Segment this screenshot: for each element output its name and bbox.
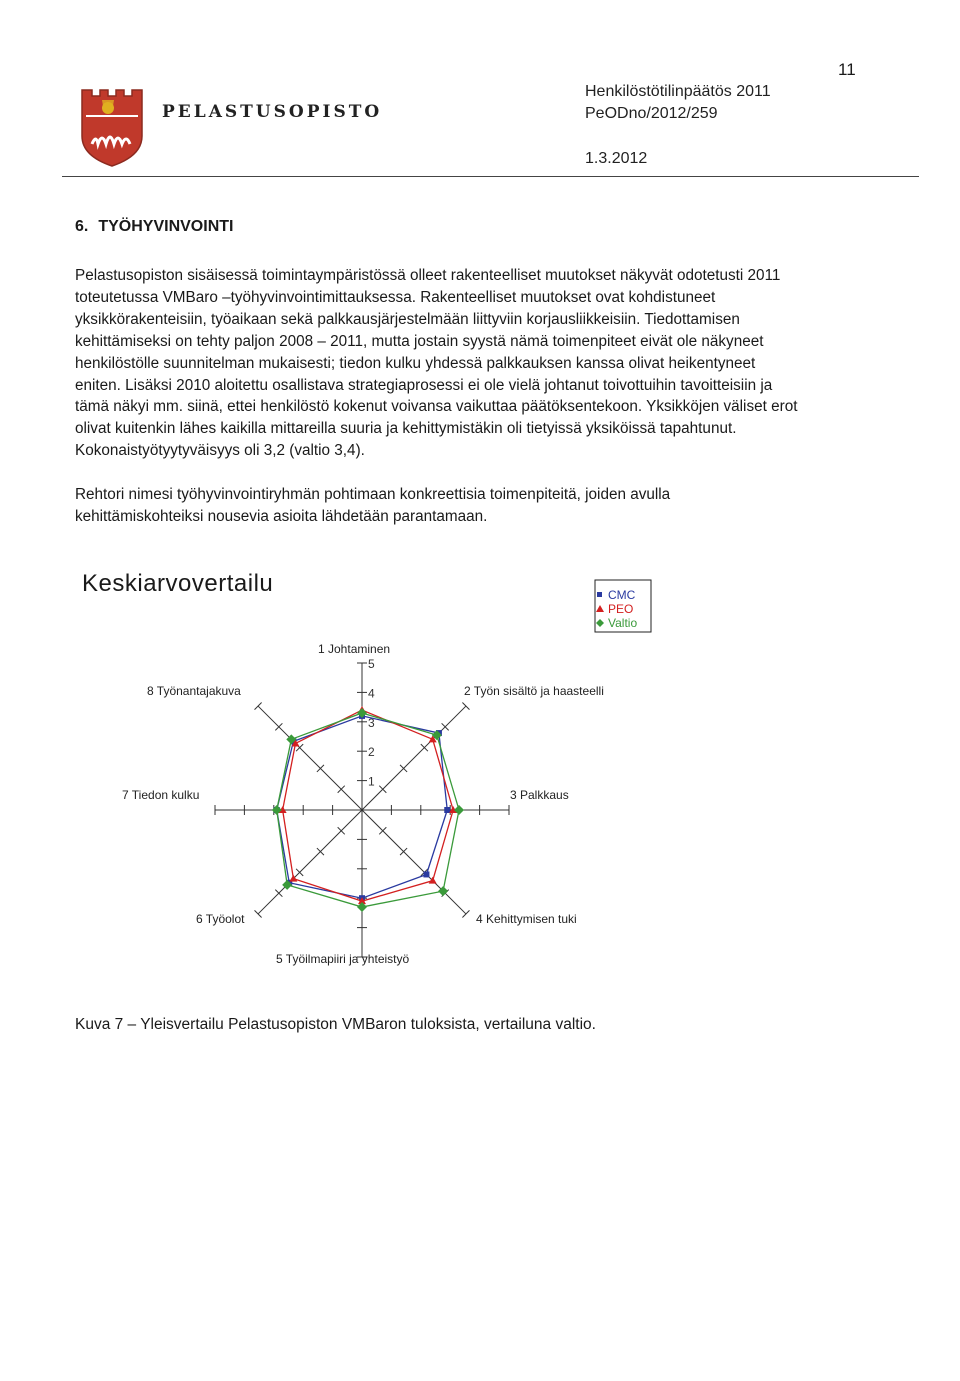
document-id: PeODno/2012/259: [585, 105, 718, 122]
paragraph-line: Pelastusopiston sisäisessä toimintaympäristössä olleet rakenteelliset muutokset näkyvät odotetusti 2011: [75, 267, 781, 284]
data-point-valtio: [272, 805, 282, 815]
data-point-cmc: [423, 871, 429, 877]
organization-name: PELASTUSOPISTO: [162, 102, 383, 122]
legend-label: CMC: [608, 588, 636, 602]
axis-line: [362, 810, 466, 914]
axis-line: [362, 706, 466, 810]
section-title: TYÖHYVINVOINTI: [98, 218, 234, 235]
paragraph-line: kehittämiskohteiksi nousevia asioita lähdetään parantamaan.: [75, 507, 488, 525]
legend-label: Valtio: [608, 616, 638, 630]
paragraph-line: eniten. Lisäksi 2010 aloitettu osallistava strategiaprosessi ei ole vielä johtanut toivottuihin tavoitteisiin ja: [75, 376, 773, 394]
data-point-valtio: [454, 805, 464, 815]
legend-label: PEO: [608, 602, 634, 616]
radar-chart: [80, 570, 680, 980]
axis-label: 1 Johtaminen: [318, 642, 391, 656]
legend-marker: [597, 592, 602, 597]
document-title: Henkilöstötilinpäätös 2011: [585, 83, 771, 100]
tick-label: 5: [368, 657, 375, 671]
paragraph-wellbeing-summary: [75, 265, 875, 462]
axis-label: 3 Palkkaus: [510, 788, 569, 802]
axis-label: 7 Tiedon kulku: [122, 788, 200, 802]
page-number: 11: [838, 60, 856, 79]
paragraph-line: yksikkörakenteisiin, työaikaan sekä palkkausjärjestelmään liittyviin korjausliikkeisiin. Tiedottamisen: [75, 310, 740, 328]
paragraph-working-group: [75, 484, 875, 528]
chart-title: Keskiarvovertailu: [82, 570, 274, 597]
tick-label: 1: [368, 774, 375, 789]
paragraph-line: Rehtori nimesi työhyvinvointiryhmän pohtimaan konkreettisia toimenpiteitä, joiden avulla: [75, 486, 671, 503]
section-heading: [75, 218, 243, 236]
axis-label: 6 Työolot: [196, 912, 245, 926]
data-point-cmc: [444, 807, 450, 813]
paragraph-line: kehittämiseksi on tehty paljon 2008 – 2011, mutta jostain syystä nämä toimenpiteet eivät ole näkyneet: [75, 332, 764, 350]
axis-label: 8 Työnantajakuva: [147, 684, 241, 698]
axis-label: 4 Kehittymisen tuki: [476, 912, 577, 926]
section-number: 6.: [75, 218, 89, 235]
paragraph-line: toteutetussa VMBaro –työhyvinvointimittauksessa. Rakenteelliset muutokset ovat kohdistuneet: [75, 288, 716, 306]
paragraph-line: tämä näkyi mm. siinä, ettei henkilöstö kokenut voivansa vaikuttaa päätöksentekoon. Yksikköjen väliset erot: [75, 398, 798, 416]
axis-label: 5 Työilmapiiri ja yhteistyö: [276, 952, 410, 966]
tick-label: 3: [368, 715, 375, 730]
paragraph-line: Kokonaistyötyytyväisyys oli 3,2 (valtio 3,4).: [75, 442, 365, 460]
header-divider: [62, 176, 919, 177]
tick-label: 2: [368, 745, 375, 760]
paragraph-line: olivat kuitenkin lähes kaikilla mittareilla suuria ja kehittymistäkin oli tietyissä yksiköissä tapahtunut.: [75, 420, 737, 438]
pelastusopisto-crest-icon: [78, 86, 146, 168]
axis-line: [258, 810, 362, 914]
tick-label: 4: [368, 686, 375, 701]
document-date: 1.3.2012: [585, 150, 648, 167]
paragraph-line: henkilöstölle suunnitelman mukaisesti; tiedon kulku yhdessä palkkauksen kanssa olivat heikentyneet: [75, 354, 756, 372]
figure-caption: Kuva 7 – Yleisvertailu Pelastusopiston VMBaron tuloksista, vertailuna valtio.: [75, 1016, 596, 1033]
axis-label: 2 Työn sisältö ja haasteelli: [464, 684, 604, 698]
